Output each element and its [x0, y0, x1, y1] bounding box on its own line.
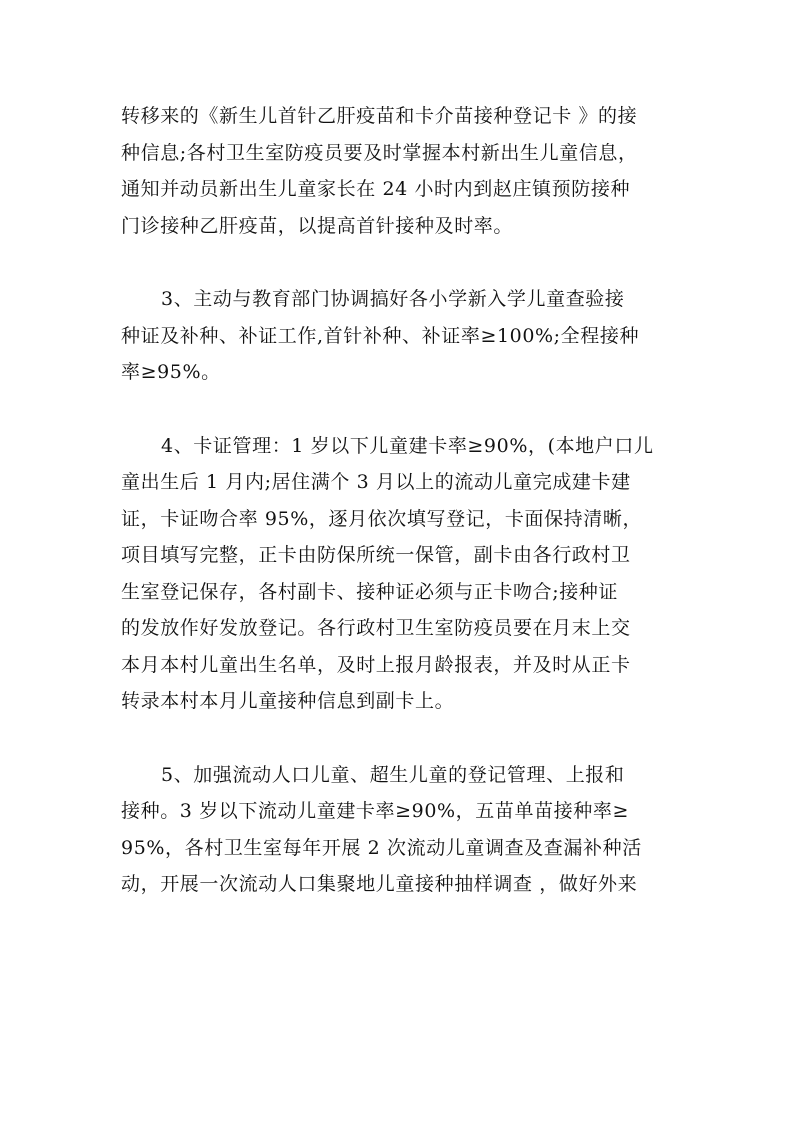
text-line: 的发放作好发放登记。各行政村卫生室防疫员要在月末上交 [121, 617, 631, 639]
paragraph-item-4 [121, 428, 691, 720]
paragraph-vaccine-info [121, 98, 691, 244]
paragraph-spacer [121, 244, 691, 281]
paragraph-spacer [121, 720, 691, 757]
text-line: 动，开展一次流动人口集聚地儿童接种抽样调查 ，做好外来 [121, 873, 638, 895]
text-line: 通知并动员新出生儿童家长在 24 小时内到赵庄镇预防接种 [121, 178, 631, 200]
text-line: 95%，各村卫生室每年开展 2 次流动儿童调查及查漏补种活 [121, 836, 642, 859]
text-line: 证，卡证吻合率 95%，逐月依次填写登记，卡面保持清晰， [121, 507, 643, 530]
text-line: 生室登记保存，各村副卡、接种证必须与正卡吻合;接种证 [121, 580, 619, 603]
text-line: 3、主动与教育部门协调搞好各小学新入学儿童查验接 [161, 288, 625, 310]
text-line: 4、卡证管理：1 岁以下儿童建卡率≥90%，(本地户口儿 [161, 434, 654, 457]
text-line: 本月本村儿童出生名单，及时上报月龄报表，并及时从正卡 [121, 653, 631, 676]
paragraph-item-5 [121, 757, 691, 903]
text-line: 项目填写完整，正卡由防保所统一保管，副卡由各行政村卫 [121, 544, 631, 566]
text-line: 种信息;各村卫生室防疫员要及时掌握本村新出生儿童信息， [121, 141, 638, 164]
text-line: 率≥95%。 [121, 361, 221, 383]
text-line: 童出生后 1 月内;居住满个 3 月以上的流动儿童完成建卡建 [121, 471, 631, 493]
text-line: 转移来的《新生儿首针乙肝疫苗和卡介苗接种登记卡 》的接 [121, 105, 638, 127]
paragraph-item-3 [121, 281, 691, 391]
text-line: 转录本村本月儿童接种信息到副卡上。 [121, 690, 455, 712]
text-line: 接种。3 岁以下流动儿童建卡率≥90%，五苗单苗接种率≥ [121, 800, 629, 822]
paragraph-spacer [121, 391, 691, 428]
text-line: 门诊接种乙肝疫苗，以提高首针接种及时率。 [121, 214, 514, 237]
text-line: 5、加强流动人口儿童、超生儿童的登记管理、上报和 [161, 763, 625, 786]
text-line: 种证及补种、补证工作,首针补种、补证率≥100%;全程接种 [121, 324, 640, 347]
document-body [121, 98, 691, 903]
